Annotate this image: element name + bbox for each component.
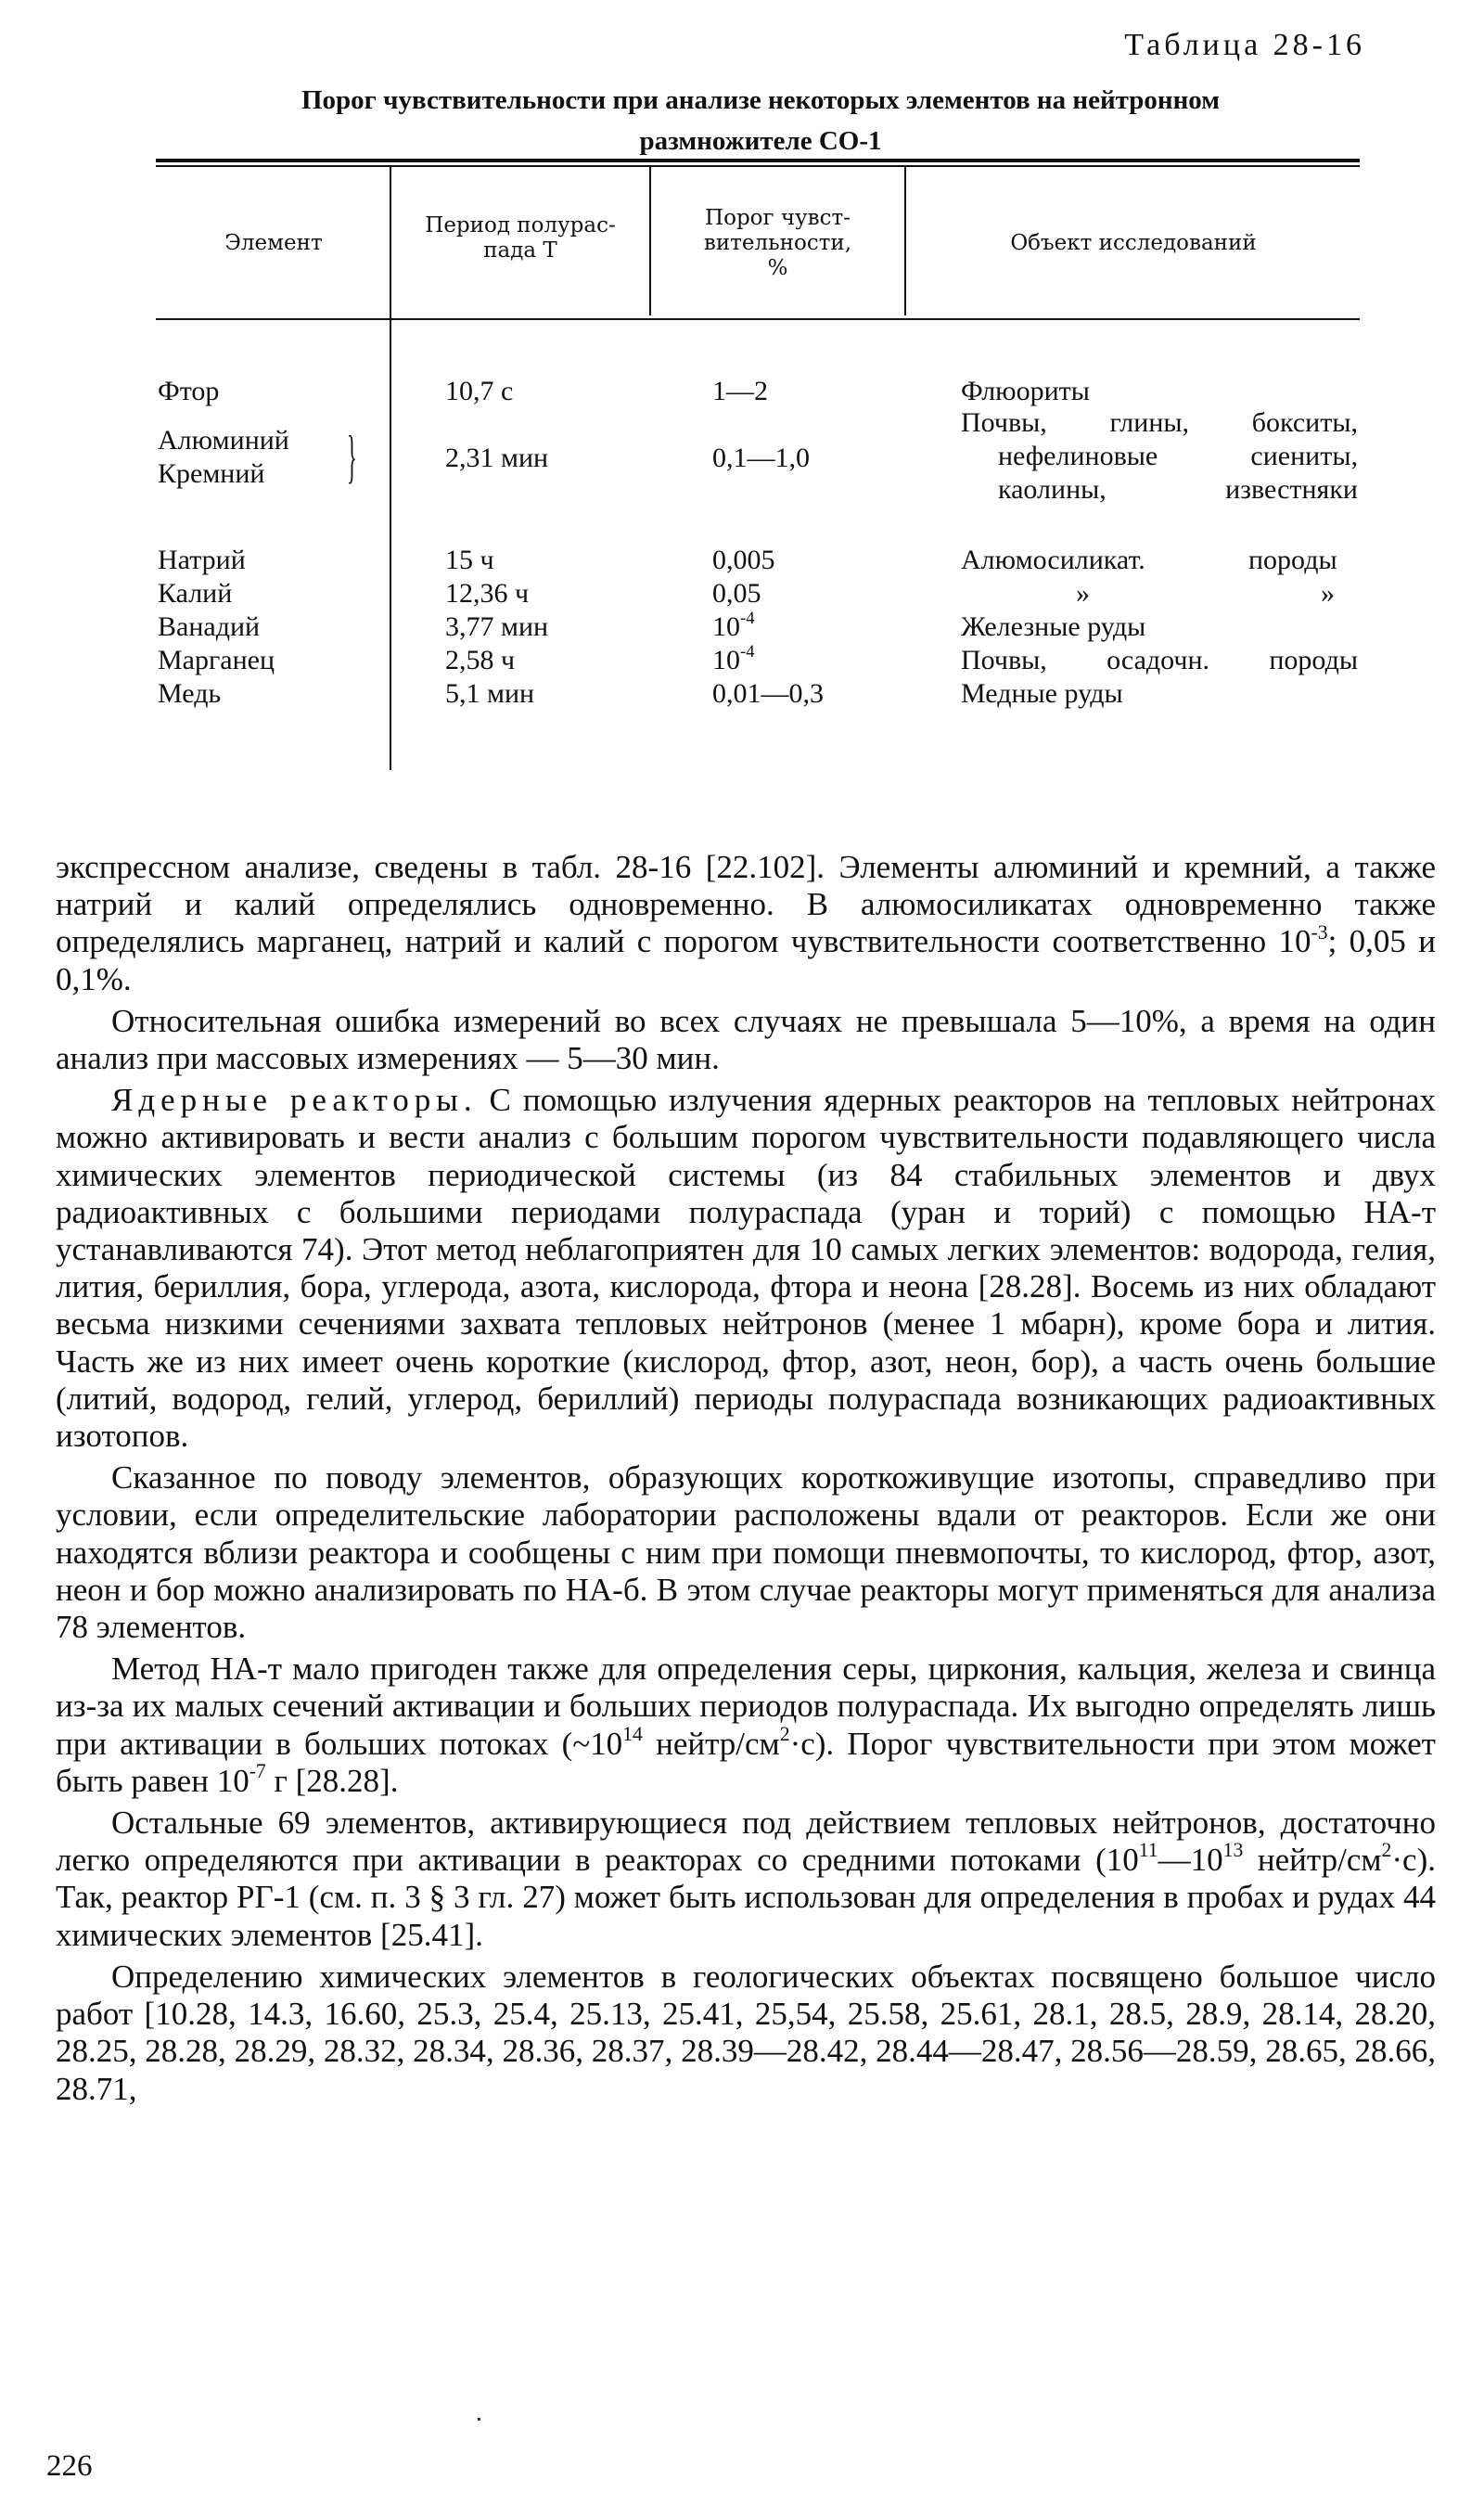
superscript: -3 — [1311, 920, 1328, 944]
cell-half-life: 3,77 мин — [445, 611, 549, 642]
header-threshold — [651, 206, 904, 281]
text-run: нейтр/см — [1243, 1842, 1382, 1879]
table-top-rule-thin — [156, 165, 1360, 167]
cell-element: Кремний — [158, 458, 265, 489]
cell-element: Ванадий — [158, 611, 261, 642]
cell-object: каолины, известняки — [998, 474, 1358, 505]
superscript: 13 — [1222, 1839, 1244, 1862]
cell-threshold: 0,01—0,3 — [712, 678, 824, 709]
cell-half-life: 2,31 мин — [445, 443, 549, 473]
header-threshold-line1: Порог чувст- — [705, 206, 851, 230]
paragraph: Определению химических элементов в геологических объектах посвящено большое число работ [10.28, 14.3, 16.60, 25.3, 25.4, 25.13, 25.41, 25,54, 25.58, 25.61, 28.1, 28.5, 28.9, 28.14, 28.20, 28.25, 28.28, 28.29, 28.32, 28.34, 28.36, 28.37, 28.39—28.42, 28.44—28.47, 28.56—28.59, 28.65, 28.66, 28.71, — [56, 1958, 1436, 2107]
paragraph — [56, 1805, 1436, 1954]
superscript: -7 — [249, 1760, 266, 1783]
cell-element: Марганец — [158, 645, 275, 675]
cell-threshold: 1—2 — [712, 376, 768, 406]
text-run: экспрессном анализе, сведены в табл. 28-16 [22.102]. Элементы алюминий и кремний, а также натрий и калий определялись одновременно. В алюмосиликатах одновременно также определялись марганец, натрий и калий с порогом чувствительности соответственно 10 — [56, 849, 1436, 960]
header-object: Объект исследований — [1010, 231, 1257, 255]
cell-half-life: 12,36 ч — [445, 578, 530, 609]
page-number: 226 — [46, 2449, 93, 2483]
header-half-life — [391, 213, 649, 263]
table-title-line2: размножителе СО-1 — [639, 126, 882, 156]
table-title — [148, 80, 1373, 161]
cell-half-life: 15 ч — [445, 545, 494, 575]
cell-element: Калий — [158, 578, 233, 609]
superscript: 14 — [622, 1722, 643, 1745]
header-half-life-line1: Период полурас- — [425, 213, 616, 238]
text-run: ; 0,05 и 0,1%. — [56, 923, 1436, 997]
cell-object: породы — [1248, 545, 1337, 575]
print-speck — [478, 2418, 480, 2421]
text-run: Остальные 69 элементов, активирующиеся под действием тепловых нейтронов, достаточно легко определяются при активации в реакторах со средними потоками (10 — [56, 1805, 1436, 1879]
cell-threshold: 0,05 — [712, 578, 761, 609]
text-run: —10 — [1158, 1842, 1223, 1879]
table-label: Таблица 28-16 — [1124, 28, 1365, 62]
header-element: Элемент — [224, 231, 323, 255]
cell-object: нефелиновые сиениты, — [998, 441, 1358, 471]
paragraph — [56, 1082, 1436, 1455]
superscript: 2 — [779, 1722, 790, 1745]
cell-threshold: 0,005 — [712, 545, 775, 575]
cell-half-life: 2,58 ч — [445, 645, 516, 675]
cell-object: Почвы, глины, бокситы, — [961, 407, 1358, 438]
threshold-exponent: -4 — [740, 642, 755, 662]
text-run: С помощью излучения ядерных реакторов на тепловых нейтронах можно активировать и вести анализ с большим порогом чувствительности подавляющего числа химических элементов периодической системы (из 84 стабильных элементов и двух радиоактивных с большими периодами полураспада (уран и торий) с помощью НА-т устанавливаются 74). Этот метод неблагоприятен для 10 самых легких элементов: водорода, гелия, лития, бериллия, бора, углерода, азота, кислорода, фтора и неона [28.28]. Восемь из них обладают весьма низкими сечениями захвата тепловых нейтронов (менее 1 мбарн), кроме бора и лития. Часть же из них имеет очень короткие (кислород, фтор, азот, неон, бор), а часть очень большие (литий, водород, гелий, углерод, бериллий) периоды полураспада возникающих радиоактивных изотопов. — [56, 1082, 1437, 1455]
cell-object: Почвы, осадочн. породы — [961, 645, 1358, 675]
threshold-base: 10 — [712, 611, 740, 642]
paragraph: Относительная ошибка измерений во всех случаях не превышала 5—10%, а время на один анализ при массовых измерениях — 5—30 мин. — [56, 1002, 1436, 1077]
text-run: ·с). Так, реактор РГ-1 (см. п. 3 § 3 гл. 27) может быть использован для определения в пробах и рудах 44 химических элементов [25.41]. — [56, 1842, 1436, 1953]
text-run: г [28.28]. — [265, 1762, 399, 1799]
cell-object: Железные руды — [961, 611, 1146, 642]
cell-half-life: 5,1 мин — [445, 678, 535, 709]
cell-object: Медные руды — [961, 678, 1123, 709]
superscript: 2 — [1381, 1839, 1392, 1862]
table-header-rule — [156, 318, 1360, 320]
table-title-line1: Порог чувствительности при анализе некоторых элементов на нейтронном — [301, 85, 1221, 115]
cell-threshold — [712, 610, 755, 644]
cell-threshold — [712, 644, 755, 677]
table-top-rule — [156, 159, 1360, 162]
cell-object: » — [1076, 578, 1090, 609]
brace-glyph: } — [347, 423, 357, 489]
paragraph — [56, 1651, 1436, 1800]
paragraph — [56, 849, 1436, 998]
cell-object: Флюориты — [961, 376, 1090, 406]
cell-element: Натрий — [158, 545, 246, 575]
section-heading: Ядерные реакторы. — [111, 1082, 478, 1119]
cell-object: » — [1321, 578, 1335, 609]
text-run: Метод НА-т мало пригоден также для определения серы, циркония, кальция, железа и свинца из-за их малых сечений активации и больших периодов полураспада. Их выгодно определять лишь при активации в больших потоках (~10 — [56, 1651, 1436, 1762]
body-text — [56, 849, 1436, 2113]
cell-element: Фтор — [158, 376, 220, 406]
threshold-base: 10 — [712, 645, 740, 675]
cell-half-life: 10,7 с — [445, 376, 514, 406]
paragraph: Сказанное по поводу элементов, образующих короткоживущие изотопы, справедливо при условии, если определительские лаборатории расположены вдали от реакторов. Если же они находятся вблизи реактора и сообщены с ним при помощи пневмопочты, то кислород, фтор, азот, неон и бор можно анализировать по НА-б. В этом случае реакторы могут применяться для анализа 78 элементов. — [56, 1459, 1436, 1646]
superscript: 11 — [1138, 1839, 1158, 1862]
text-run: ·с). Порог чувствительности при этом может быть равен 10 — [56, 1725, 1436, 1799]
header-threshold-line3: % — [767, 256, 788, 280]
cell-threshold: 0,1—1,0 — [712, 443, 810, 473]
header-threshold-line2: вительности, — [703, 231, 852, 255]
text-run: нейтр/см — [642, 1725, 780, 1762]
header-half-life-line2: пада T — [483, 238, 557, 263]
cell-element: Медь — [158, 678, 222, 709]
cell-object: Алюмосиликат. — [961, 545, 1145, 575]
cell-element: Алюминий — [158, 425, 289, 456]
threshold-exponent: -4 — [740, 609, 755, 629]
